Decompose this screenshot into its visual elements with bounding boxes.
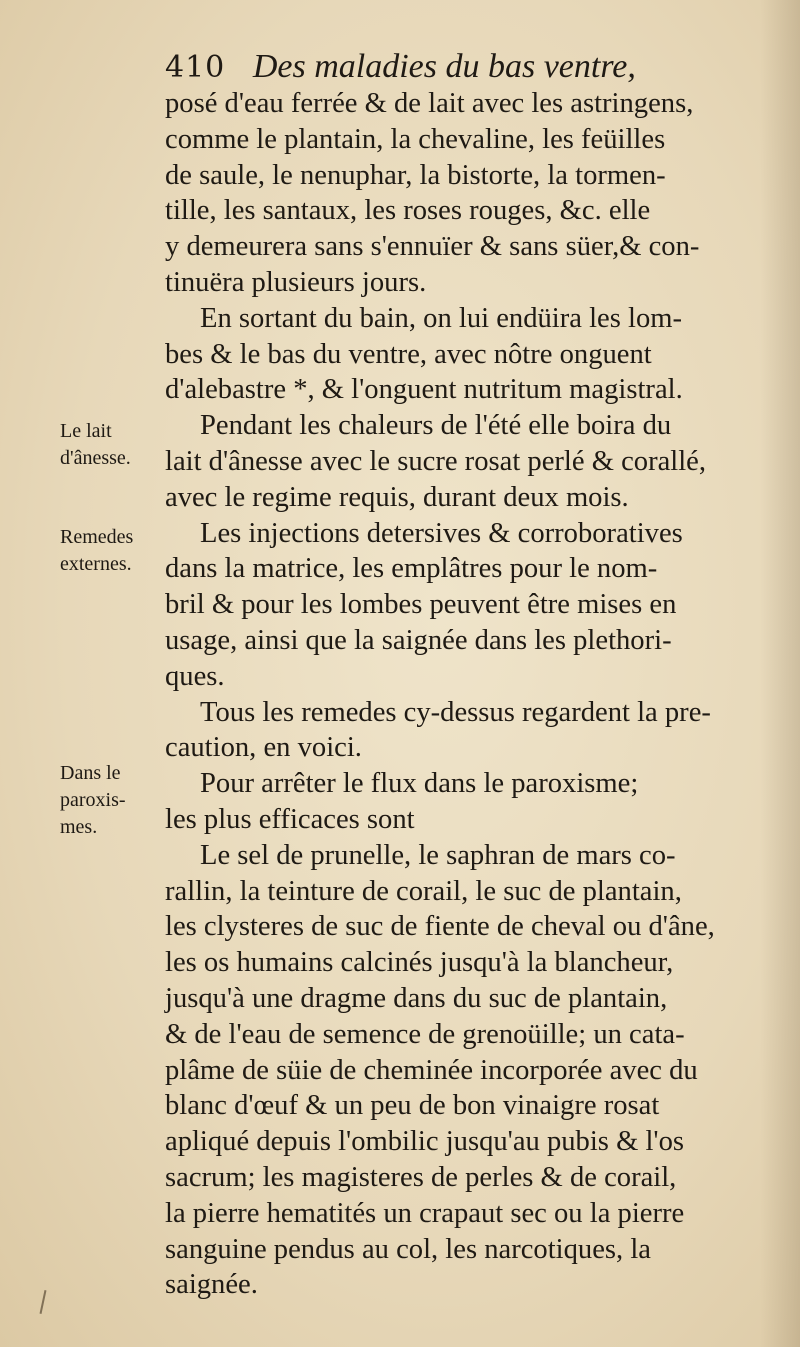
text-line: ques. <box>165 660 225 692</box>
margin-note-le-lait <box>60 418 131 472</box>
text-line: d'alebastre *, & l'onguent nutritum magistral. <box>165 374 683 406</box>
text-line: rallin, la teinture de corail, le suc de plantain, <box>165 875 682 907</box>
margin-note-line: Dans le <box>60 762 121 784</box>
text-line: posé d'eau ferrée & de lait avec les astringens, <box>165 88 694 119</box>
text-line: apliqué depuis l'ombilic jusqu'au pubis & l'os <box>165 1126 684 1158</box>
text-line: lait d'ânesse avec le sucre rosat perlé & corallé, <box>165 445 707 477</box>
margin-note-line: d'ânesse. <box>60 447 131 469</box>
margin-note-line: externes. <box>60 553 132 575</box>
text-line: bril & pour les lombes peuvent être mises en <box>165 589 677 621</box>
text-line: & de l'eau de semence de grenoüille; un cata- <box>165 1018 685 1050</box>
text-line: y demeurera sans s'ennuïer & sans süer,& con- <box>165 231 700 263</box>
ink-mark <box>40 1290 47 1314</box>
margin-note-line: paroxis- <box>60 789 126 811</box>
text-line: comme le plantain, la chevaline, les feüilles <box>165 123 666 155</box>
margin-note-line: Le lait <box>60 420 112 442</box>
text-line: tille, les santaux, les roses rouges, &c. elle <box>165 195 651 227</box>
text-line: de saule, le nenuphar, la bistorte, la tormen- <box>165 159 666 191</box>
text-line: Les injections detersives & corroboratives <box>200 517 683 549</box>
text-line: avec le regime requis, durant deux mois. <box>165 481 629 513</box>
main-text-column <box>165 86 770 1303</box>
page-number: 410 <box>165 50 226 85</box>
text-line: la pierre hematités un crapaut sec ou la pierre <box>165 1197 685 1229</box>
text-line: caution, en voici. <box>165 732 362 764</box>
text-line: sanguine pendus au col, les narcotiques, la <box>165 1233 651 1265</box>
text-line: les plus efficaces sont <box>165 803 415 835</box>
margin-note-line: Remedes <box>60 526 134 548</box>
text-line: Pendant les chaleurs de l'été elle boira du <box>200 410 672 442</box>
margin-note-dans-le-paroxismes <box>60 760 126 841</box>
page-header <box>165 48 636 86</box>
text-line: les clysteres de suc de fiente de cheval ou d'âne, <box>165 911 715 943</box>
text-line: Tous les remedes cy-dessus regardent la pre- <box>200 696 711 728</box>
text-line: dans la matrice, les emplâtres pour le nom- <box>165 553 658 585</box>
text-line: Pour arrêter le flux dans le paroxisme; <box>200 768 639 800</box>
text-line: saignée. <box>165 1269 258 1301</box>
text-line: Le sel de prunelle, le saphran de mars co- <box>200 839 676 871</box>
margin-note-remedes-externes <box>60 524 133 578</box>
text-line: bes & le bas du ventre, avec nôtre onguent <box>165 338 652 370</box>
text-line: blanc d'œuf & un peu de bon vinaigre rosat <box>165 1090 660 1122</box>
text-line: les os humains calcinés jusqu'à la blancheur, <box>165 947 674 979</box>
text-line: tinuëra plusieurs jours. <box>165 266 427 298</box>
text-line: usage, ainsi que la saignée dans les plethori- <box>165 624 672 656</box>
margin-note-line: mes. <box>60 816 98 838</box>
text-line: jusqu'à une dragme dans du suc de plantain, <box>165 982 668 1014</box>
text-line: sacrum; les magisteres de perles & de corail, <box>165 1161 677 1193</box>
running-title: Des maladies du bas ventre, <box>252 48 636 85</box>
text-line: En sortant du bain, on lui endüira les lom- <box>200 302 683 334</box>
text-line: plâme de süie de cheminée incorporée avec du <box>165 1054 698 1086</box>
